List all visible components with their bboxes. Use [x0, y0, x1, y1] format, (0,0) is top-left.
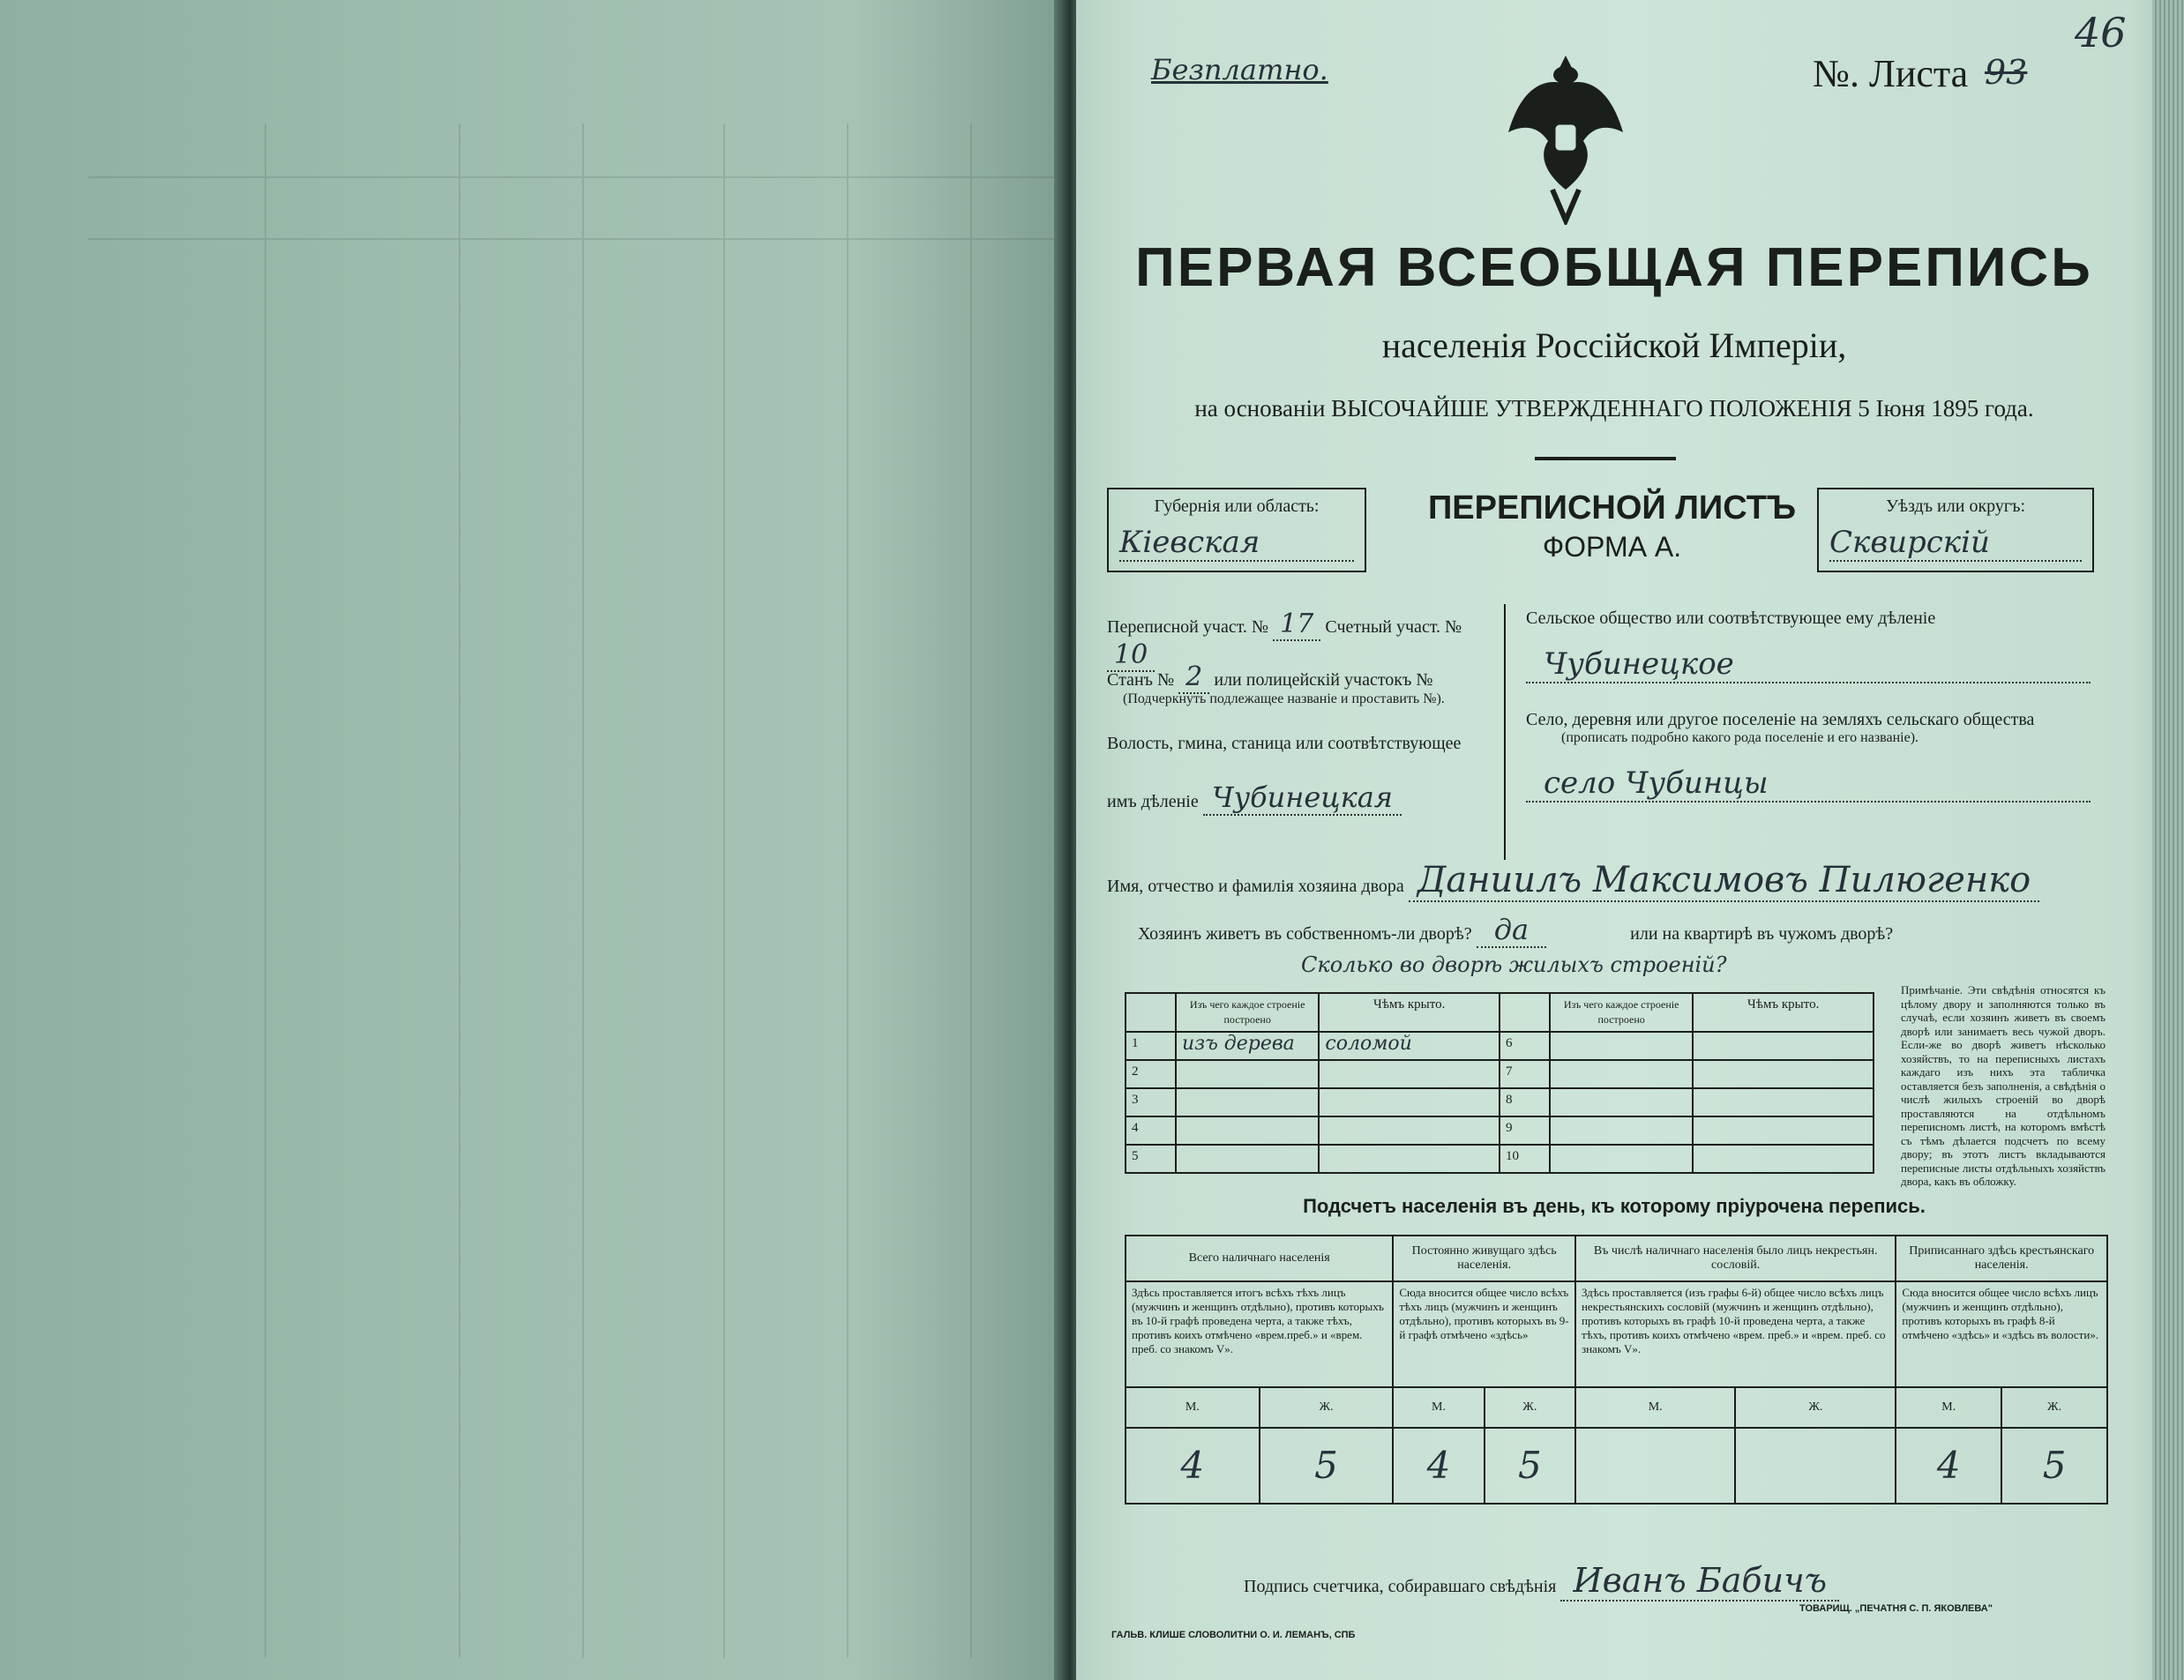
census-subtitle: населенія Россійской Имперіи, [1381, 325, 1847, 365]
right-printer-imprint: ТОВАРИЩ. „ПЕЧАТНЯ С. П. ЯКОВЛЕВА" [1799, 1603, 1993, 1614]
schetny-uchastok-value: 10 [1107, 639, 1155, 672]
own-yard-label: Хозяинъ живетъ въ собственномъ-ли дворѣ? [1138, 924, 1472, 944]
count-col-1-head: Всего наличнаго населенія [1126, 1236, 1393, 1281]
selskoe-value: Чубинецкое [1526, 646, 2091, 683]
form-title: ПЕРЕПИСНОЙ ЛИСТЪ [1427, 489, 1797, 526]
perepisnoy-uchastok-value: 17 [1273, 609, 1320, 641]
table-row: 2 7 [1126, 1060, 1874, 1088]
col-material-right: Изъ чего каждое строеніе построено [1550, 993, 1693, 1032]
stan-value: 2 [1178, 661, 1209, 694]
stan-label: Станъ № [1107, 670, 1175, 690]
perepisnoy-uchastok-label: Переписной участ. № [1107, 617, 1269, 637]
volost-label-2: имъ дѣленіе [1107, 792, 1199, 811]
count-col-3-zh [1735, 1428, 1896, 1504]
archive-page-number: 46 [2075, 9, 2127, 56]
show-through-grid [88, 53, 1058, 1658]
uezd-value: Сквирскій [1829, 525, 2082, 562]
signature-label: Подпись счетчика, собиравшаго свѣдѣнія [1244, 1577, 1557, 1596]
ornament-divider [1535, 457, 1676, 460]
page-edges [2152, 0, 2184, 1680]
count-col-4-desc: Сюда вносится общее число всѣхъ лицъ (мужчинъ и женщинъ отдѣльно), противъ которыхъ въ графѣ 8-й отмѣчено «здѣсь» и «здѣсь въ волости». [1896, 1281, 2107, 1387]
signature-value: Иванъ Бабичъ [1560, 1561, 1839, 1602]
rented-label: или на квартирѣ въ чужомъ дворѣ? [1630, 924, 1894, 944]
police-uchastok-label: или полицейскій участокъ № [1214, 670, 1433, 690]
table-row: 1 изъ дерева соломой 6 [1126, 1032, 1874, 1060]
count-col-3-m [1575, 1428, 1735, 1504]
count-col-3-head: Въ числѣ наличнаго населенія было лицъ некрестьян. сословій. [1575, 1236, 1896, 1281]
count-table-title: Подсчетъ населенія въ день, къ которому пріурочена перепись. [1303, 1195, 1926, 1217]
census-basis: на основаніи ВЫСОЧАЙШЕ УТВЕРЖДЕННАГО ПОЛОЖЕНІЯ 5 Іюня 1895 года. [1194, 395, 2034, 422]
left-page [0, 0, 1067, 1680]
table-row: 3 8 [1126, 1088, 1874, 1116]
zh-label: Ж. [1735, 1387, 1896, 1428]
zh-label: Ж. [2001, 1387, 2107, 1428]
sheet-number-label: №. Листа [1813, 52, 1969, 95]
uezd-label: Уѣздъ или округъ: [1885, 497, 2026, 516]
schetny-uchastok-label: Счетный участ. № [1325, 617, 1462, 637]
census-main-title: ПЕРВАЯ ВСЕОБЩАЯ ПЕРЕПИСЬ [1135, 237, 2093, 298]
zh-label: Ж. [1260, 1387, 1394, 1428]
row1-material: изъ дерева [1176, 1032, 1319, 1060]
count-col-4-head: Приписаннаго здѣсь крестьянскаго населенія. [1896, 1236, 2107, 1281]
sheet-number-value: 93 [1985, 53, 2028, 92]
table-row: 5 10 [1126, 1145, 1874, 1173]
count-col-1-desc: Здѣсь проставляется итогъ всѣхъ тѣхъ лицъ (мужчинъ и женщинъ отдѣльно), противъ которыхъ въ 10-й графѣ проведена черта, а также тѣхъ, противъ коихъ отмѣчено «врем.преб.» и «врем. преб. со знакомъ V». [1126, 1281, 1393, 1387]
gubernia-box [1107, 488, 1366, 572]
m-label: М. [1126, 1387, 1260, 1428]
population-count-table [1125, 1235, 2108, 1505]
gubernia-value: Кіевская [1119, 525, 1354, 562]
m-label: М. [1896, 1387, 2001, 1428]
right-fields [1526, 609, 2091, 803]
count-col-1-zh: 5 [1260, 1428, 1394, 1504]
free-label: Безплатно. [1151, 53, 1328, 86]
uezd-box [1817, 488, 2094, 572]
count-col-1-m: 4 [1126, 1428, 1260, 1504]
stan-note: (Подчеркнуть подлежащее названіе и проставить №). [1123, 691, 1445, 706]
owner-value: Даниилъ Максимовъ Пилюгенко [1409, 860, 2039, 902]
selo-label: Село, деревня или другое поселеніе на земляхъ сельскаго общества [1526, 710, 2035, 729]
double-headed-eagle-emblem [1500, 49, 1632, 225]
owner-line [1107, 860, 2104, 900]
count-values-row [1126, 1428, 2107, 1504]
count-col-2-zh: 5 [1485, 1428, 1575, 1504]
signature-line [1244, 1561, 2091, 1600]
left-fields [1107, 609, 1513, 814]
selo-value: село Чубинцы [1526, 765, 2091, 803]
census-form-page [1076, 0, 2184, 1680]
buildings-note: Примѣчаніе. Эти свѣдѣнія относятся къ цѣлому двору и заполняются только въ случаѣ, если хозяинъ живетъ въ своемъ дворѣ или занимаетъ весь чужой дворъ. Если-же во дворѣ живетъ нѣсколько хозяйствъ, то на переписныхъ листахъ каждаго изъ нихъ эта табличка оставляется безъ заполненія, а свѣдѣнія о числѣ жилыхъ строеній во дворѣ проставляются на отдѣльномъ переписномъ листѣ, на которомъ вмѣстѣ съ тѣмъ дѣлается подсчетъ по всему двору; въ этотъ листъ вкладываются переписные листы отдѣльныхъ хозяйствъ двора, какъ въ обложку. [1901, 983, 2105, 1188]
left-printer-imprint: ГАЛЬВ. КЛИШЕ СЛОВОЛИТНИ О. И. ЛЕМАНЪ, СПБ [1111, 1630, 1356, 1640]
col-material-left: Изъ чего каждое строеніе построено [1176, 993, 1319, 1032]
zh-label: Ж. [1485, 1387, 1575, 1428]
selskoe-label: Сельское общество или соотвѣтствующее ему дѣленіе [1526, 609, 1936, 628]
row1-roof: соломой [1319, 1032, 1500, 1060]
selo-note: (прописать подробно какого рода поселеніе и его названіе). [1561, 730, 1919, 745]
residence-line [1138, 913, 2099, 946]
table-row: 4 9 [1126, 1116, 1874, 1145]
col-roof-left: Чѣмъ крыто. [1319, 993, 1500, 1032]
count-col-4-zh: 5 [2001, 1428, 2107, 1504]
buildings-label: Сколько во дворѣ жилыхъ строеній? [1301, 952, 1727, 977]
count-col-3-desc: Здѣсь проставляется (изъ графы 6-й) общее число всѣхъ лицъ некрестьянскихъ сословій (мужчинъ и женщинъ отдѣльно), противъ которыхъ въ графѣ 10-й проведена черта, а также тѣхъ, противъ коихъ отмѣчено «врем. преб.» и «врем. преб. со знакомъ V». [1575, 1281, 1896, 1387]
m-label: М. [1393, 1387, 1484, 1428]
m-label: М. [1575, 1387, 1735, 1428]
form-title-block [1367, 489, 1857, 564]
volost-label: Волость, гмина, станица или соотвѣтствующее [1107, 734, 1462, 753]
owner-label: Имя, отчество и фамилія хозяина двора [1107, 877, 1404, 896]
field-column-divider [1504, 604, 1506, 860]
gubernia-label: Губернія или область: [1154, 497, 1320, 516]
count-col-2-head: Постоянно живущаго здѣсь населенія. [1393, 1236, 1575, 1281]
col-roof-right: Чѣмъ крыто. [1693, 993, 1874, 1032]
count-col-4-m: 4 [1896, 1428, 2001, 1504]
volost-value: Чубинецкая [1203, 780, 1402, 816]
count-col-2-desc: Сюда вносится общее число всѣхъ тѣхъ лицъ (мужчинъ и женщинъ отдѣльно), противъ которыхъ въ 9-й графѣ отмѣчено «здѣсь» [1393, 1281, 1575, 1387]
count-col-2-m: 4 [1393, 1428, 1484, 1504]
own-yard-value: да [1477, 913, 1546, 948]
form-subtitle: ФОРМА А. [1542, 531, 1682, 563]
buildings-table [1125, 992, 1874, 1174]
